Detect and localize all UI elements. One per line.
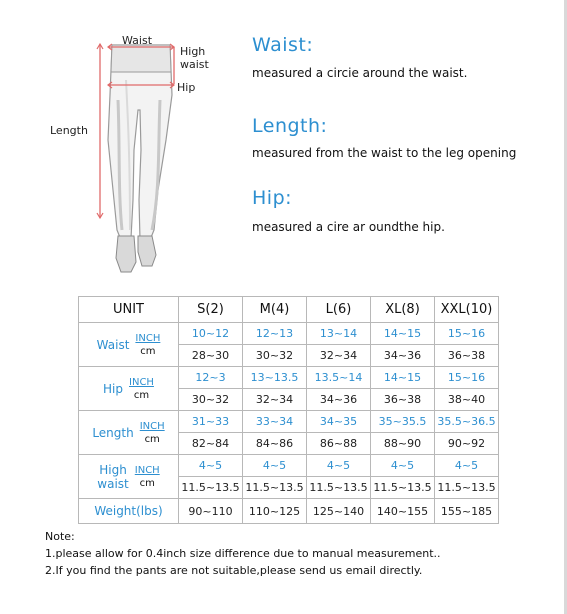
table-cell: 4~5	[243, 455, 307, 477]
row-label-hip: Hip	[103, 381, 124, 396]
table-row	[79, 411, 499, 433]
row-label-cell	[79, 367, 179, 411]
table-cell: 4~5	[307, 455, 371, 477]
table-cell: 90~110	[179, 499, 243, 524]
header-unit: UNIT	[79, 297, 179, 323]
table-cell: 10~12	[179, 323, 243, 345]
def-title-waist: Waist:	[252, 34, 314, 56]
header-xl: XL(8)	[371, 297, 435, 323]
table-cell: 34~36	[307, 389, 371, 411]
inch-unit-label: INCH	[139, 420, 165, 432]
table-cell: 15~16	[435, 367, 499, 389]
def-text-hip: measured a cire ar oundthe hip.	[252, 220, 445, 234]
cm-unit-label: cm	[140, 345, 156, 357]
table-cell: 35~35.5	[371, 411, 435, 433]
table-cell: 35.5~36.5	[435, 411, 499, 433]
table-row	[79, 323, 499, 345]
row-label-cell	[79, 455, 179, 499]
size-chart-table	[78, 296, 499, 524]
table-cell: 32~34	[307, 345, 371, 367]
table-cell: 13~14	[307, 323, 371, 345]
header-row	[79, 297, 499, 323]
table-cell: 90~92	[435, 433, 499, 455]
table-row	[79, 499, 499, 524]
row-label-cell	[79, 411, 179, 455]
table-cell: 4~5	[371, 455, 435, 477]
table-cell: 14~15	[371, 323, 435, 345]
header-xxl: XXL(10)	[435, 297, 499, 323]
def-text-waist: measured a circie around the waist.	[252, 66, 468, 80]
table-row	[79, 455, 499, 477]
left-shoe	[116, 236, 136, 272]
table-cell: 84~86	[243, 433, 307, 455]
table-cell: 11.5~13.5	[243, 477, 307, 499]
table-cell: 4~5	[179, 455, 243, 477]
table-cell: 30~32	[179, 389, 243, 411]
row-label-cell	[79, 323, 179, 367]
waist-label: Waist	[122, 34, 153, 47]
right-shoe	[138, 236, 156, 266]
high-waist-label: High waist	[180, 45, 209, 71]
def-text-length: measured from the waist to the leg opening	[252, 146, 517, 160]
table-cell: 32~34	[243, 389, 307, 411]
def-title-length: Length:	[252, 115, 328, 137]
inch-unit-label: INCH	[135, 332, 161, 344]
table-cell: 34~36	[371, 345, 435, 367]
table-cell: 36~38	[435, 345, 499, 367]
cm-unit-label: cm	[144, 433, 160, 445]
row-label-waist: Waist	[96, 337, 130, 352]
cm-unit-label: cm	[133, 389, 150, 401]
table-cell: 82~84	[179, 433, 243, 455]
row-label-high: High	[99, 462, 127, 477]
inch-unit-label: INCH	[129, 376, 154, 388]
table-cell: 11.5~13.5	[435, 477, 499, 499]
table-cell: 33~34	[243, 411, 307, 433]
note-line-1: 1.please allow for 0.4inch size difference due to manual measurement..	[45, 547, 441, 560]
table-cell: 11.5~13.5	[179, 477, 243, 499]
notes-section	[45, 528, 441, 579]
cm-unit-label: cm	[139, 477, 155, 489]
row-label-length: Length	[92, 425, 134, 440]
table-cell: 38~40	[435, 389, 499, 411]
table-cell: 12~3	[179, 367, 243, 389]
table-row	[79, 367, 499, 389]
notes-title: Note:	[45, 530, 75, 543]
table-cell: 155~185	[435, 499, 499, 524]
table-cell: 28~30	[179, 345, 243, 367]
table-cell: 11.5~13.5	[371, 477, 435, 499]
table-cell: 34~35	[307, 411, 371, 433]
table-cell: 36~38	[371, 389, 435, 411]
table-cell: 15~16	[435, 323, 499, 345]
length-label: Length	[50, 124, 88, 137]
note-line-2: 2.If you find the pants are not suitable,please send us email directly.	[45, 564, 423, 577]
row-label-weight: Weight(lbs)	[79, 499, 179, 524]
table-cell: 12~13	[243, 323, 307, 345]
table-cell: 4~5	[435, 455, 499, 477]
table-cell: 11.5~13.5	[307, 477, 371, 499]
table-cell: 13~13.5	[243, 367, 307, 389]
row-label-waist2: waist	[97, 476, 129, 491]
table-cell: 140~155	[371, 499, 435, 524]
table-cell: 88~90	[371, 433, 435, 455]
header-l: L(6)	[307, 297, 371, 323]
table-cell: 13.5~14	[307, 367, 371, 389]
header-s: S(2)	[179, 297, 243, 323]
header-m: M(4)	[243, 297, 307, 323]
table-cell: 30~32	[243, 345, 307, 367]
table-cell: 31~33	[179, 411, 243, 433]
table-cell: 14~15	[371, 367, 435, 389]
inch-unit-label: INCH	[134, 464, 160, 476]
leggings-illustration	[0, 0, 240, 290]
def-title-hip: Hip:	[252, 187, 293, 209]
table-cell: 110~125	[243, 499, 307, 524]
hip-label: Hip	[177, 81, 196, 94]
table-cell: 86~88	[307, 433, 371, 455]
table-cell: 125~140	[307, 499, 371, 524]
